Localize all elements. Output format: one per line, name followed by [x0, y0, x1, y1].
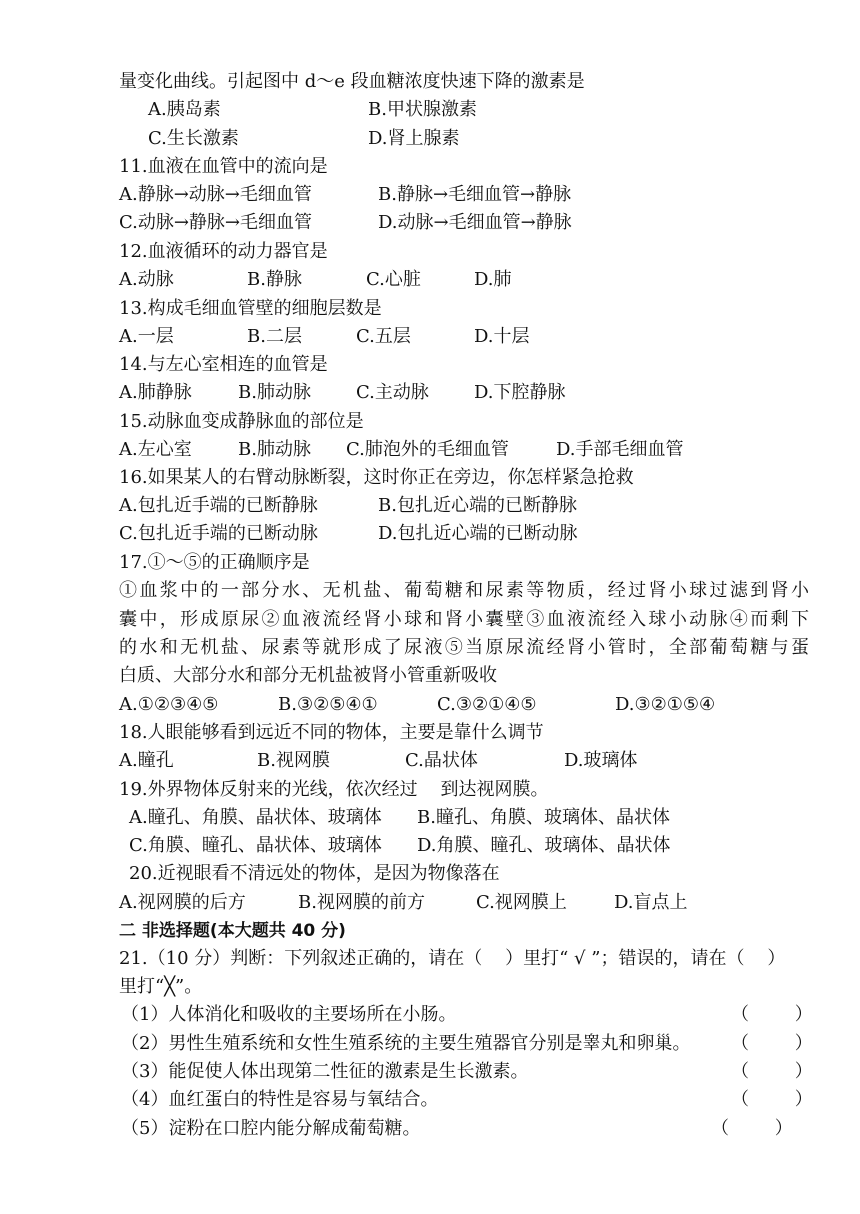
q20-option-b: B.视网膜的前方 [298, 892, 425, 913]
q21-item-3: （3）能促使人体出现第二性征的激素是生长激素。 [121, 1061, 529, 1082]
q18-option-a: A.瞳孔 [119, 750, 174, 771]
q12-stem: 12.血液循环的动力器官是 [119, 241, 328, 262]
q17-paragraph-line-3: 的水和无机盐、尿素等就形成了尿液⑤当原尿流经肾小管时，全部葡萄糖与蛋 [119, 637, 809, 658]
q16-option-c: C.包扎近手端的已断动脉 [119, 523, 318, 544]
q21-item-4: （4）血红蛋白的特性是容易与氧结合。 [121, 1089, 439, 1110]
q18-option-d: D.玻璃体 [564, 750, 638, 771]
q21-item-1: （1）人体消化和吸收的主要场所在小肠。 [121, 1004, 457, 1025]
q21-item-2: （2）男性生殖系统和女性生殖系统的主要生殖器官分别是睾丸和卵巢。 [121, 1033, 691, 1054]
q11-option-b: B.静脉→毛细血管→静脉 [378, 184, 572, 205]
q18-option-c: C.晶状体 [405, 750, 478, 771]
q16-stem: 16.如果某人的右臂动脉断裂，这时你正在旁边，你怎样紧急抢救 [119, 467, 634, 488]
q11-stem: 11.血液在血管中的流向是 [119, 156, 328, 177]
q14-option-b: B.肺动脉 [238, 382, 311, 403]
q14-option-a: A.肺静脉 [119, 382, 192, 403]
q18-stem: 18.人眼能够看到远近不同的物体，主要是靠什么调节 [119, 722, 544, 743]
q13-option-d: D.十层 [474, 326, 530, 347]
q17-option-a: A.①②③④⑤ [119, 694, 219, 715]
q21-answer-blank-1[interactable]: （ ） [731, 1004, 813, 1025]
q13-stem: 13.构成毛细血管壁的细胞层数是 [119, 298, 382, 319]
q17-paragraph-line-4: 白质、大部分水和部分无机盐被肾小管重新吸收 [119, 665, 497, 686]
q19-option-a: A.瞳孔、角膜、晶状体、玻璃体 [129, 807, 382, 828]
q12-option-a: A.动脉 [119, 269, 174, 290]
q13-option-a: A.一层 [119, 326, 174, 347]
q11-option-c: C.动脉→静脉→毛细血管 [119, 212, 313, 233]
q15-option-c: C.肺泡外的毛细血管 [346, 439, 509, 460]
q17-option-c: C.③②①④⑤ [437, 694, 537, 715]
q19-option-b: B.瞳孔、角膜、玻璃体、晶状体 [417, 807, 670, 828]
q21-stem-line-2: 里打“╳”。 [119, 976, 203, 997]
q10-option-d: D.肾上腺素 [368, 128, 460, 149]
q15-option-a: A.左心室 [119, 439, 192, 460]
q14-option-c: C.主动脉 [356, 382, 429, 403]
q19-option-c: C.角膜、瞳孔、晶状体、玻璃体 [129, 835, 382, 856]
q17-option-b: B.③②⑤④① [278, 694, 378, 715]
q21-answer-blank-5[interactable]: （ ） [711, 1118, 793, 1139]
q11-option-a: A.静脉→动脉→毛细血管 [119, 184, 312, 205]
section-heading: 二 非选择题(本大题共 40 分) [119, 921, 346, 941]
q21-stem-line-1: 21.（10 分）判断：下列叙述正确的，请在（ ）里打“ √ ”；错误的，请在（ ） [119, 948, 786, 969]
q21-answer-blank-4[interactable]: （ ） [731, 1089, 813, 1110]
q15-stem: 15.动脉血变成静脉血的部位是 [119, 411, 364, 432]
q17-stem: 17.①～⑤的正确顺序是 [119, 552, 310, 573]
q21-answer-blank-3[interactable]: （ ） [731, 1061, 813, 1082]
q14-option-d: D.下腔静脉 [474, 382, 566, 403]
q10-option-a: A.胰岛素 [148, 99, 221, 120]
q14-stem: 14.与左心室相连的血管是 [119, 354, 328, 375]
q11-option-d: D.动脉→毛细血管→静脉 [378, 212, 572, 233]
q18-option-b: B.视网膜 [257, 750, 330, 771]
q20-option-a: A.视网膜的后方 [119, 892, 246, 913]
q13-option-b: B.二层 [247, 326, 302, 347]
q19-option-d: D.角膜、瞳孔、玻璃体、晶状体 [417, 835, 671, 856]
q17-paragraph-line-1: ①血浆中的一部分水、无机盐、葡萄糖和尿素等物质，经过肾小球过滤到肾小 [119, 580, 809, 601]
q10-stem-tail: 量变化曲线。引起图中 d～e 段血糖浓度快速下降的激素是 [119, 71, 585, 92]
q21-item-5: （5）淀粉在口腔内能分解成葡萄糖。 [121, 1118, 421, 1139]
q20-stem: 20.近视眼看不清远处的物体，是因为物像落在 [129, 863, 500, 884]
q20-option-d: D.盲点上 [614, 892, 688, 913]
q16-option-a: A.包扎近手端的已断静脉 [119, 495, 318, 516]
q17-paragraph-line-2: 囊中，形成原尿②血液流经肾小球和肾小囊壁③血液流经入球小动脉④而剩下 [119, 609, 809, 630]
q16-option-d: D.包扎近心端的已断动脉 [378, 523, 578, 544]
q12-option-b: B.静脉 [247, 269, 302, 290]
q15-option-d: D.手部毛细血管 [556, 439, 684, 460]
q16-option-b: B.包扎近心端的已断静脉 [378, 495, 577, 516]
q15-option-b: B.肺动脉 [238, 439, 311, 460]
q12-option-d: D.肺 [474, 269, 512, 290]
q10-option-b: B.甲状腺激素 [368, 99, 477, 120]
q10-option-c: C.生长激素 [148, 128, 239, 149]
q21-answer-blank-2[interactable]: （ ） [731, 1033, 813, 1054]
q13-option-c: C.五层 [356, 326, 411, 347]
q19-stem: 19.外界物体反射来的光线，依次经过 到达视网膜。 [119, 779, 549, 800]
q12-option-c: C.心脏 [366, 269, 421, 290]
q20-option-c: C.视网膜上 [476, 892, 567, 913]
q17-option-d: D.③②①⑤④ [615, 694, 716, 715]
